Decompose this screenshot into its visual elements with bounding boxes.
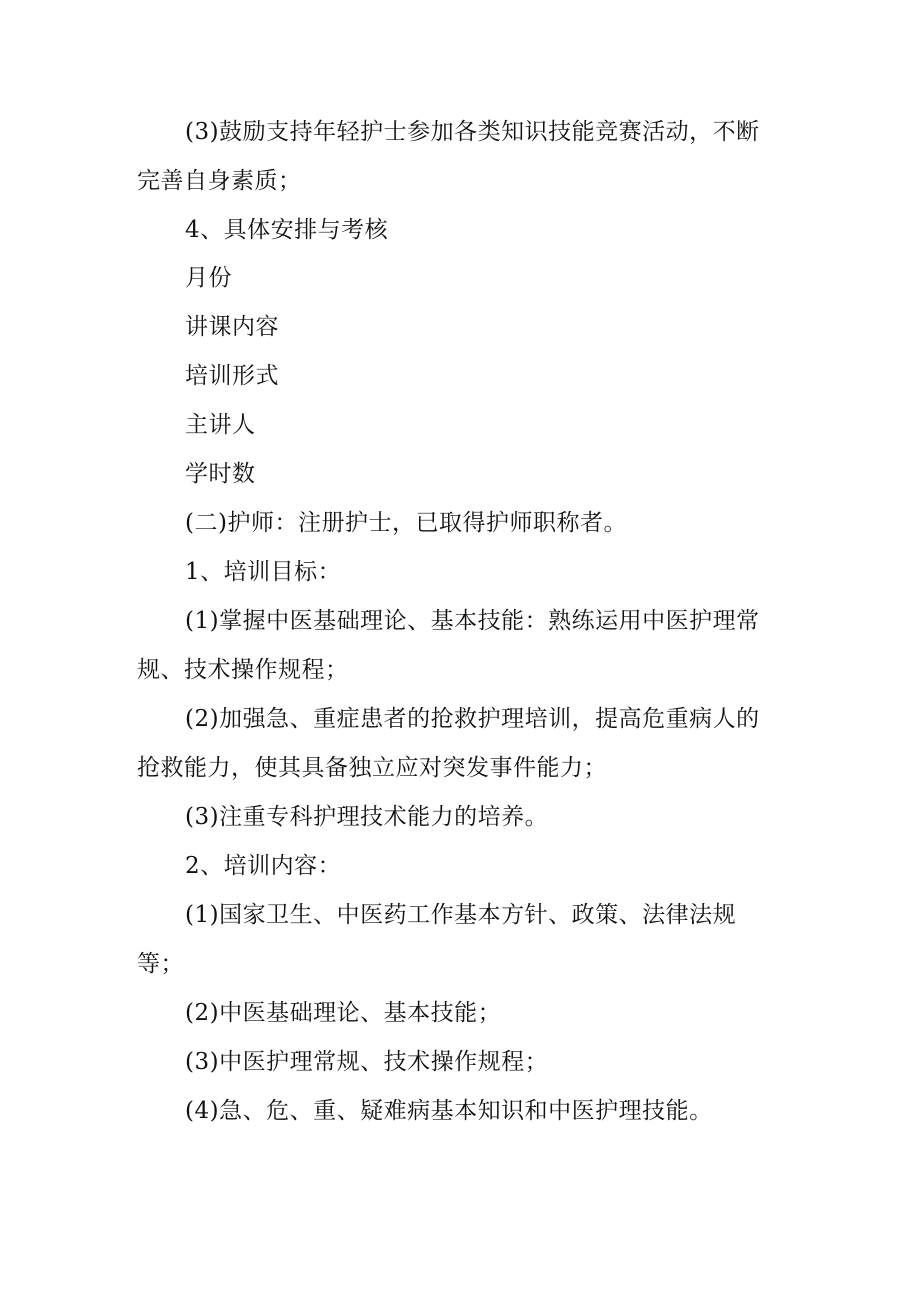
paragraph-line: (2)中医基础理论、基本技能；	[185, 1000, 502, 1026]
table-header-item: 学时数	[185, 461, 256, 487]
section-heading: (二)护师：注册护士，已取得护师职称者。	[185, 510, 627, 536]
table-header-item: 讲课内容	[185, 314, 279, 340]
paragraph-line: 规、技术操作规程；	[137, 657, 349, 683]
paragraph-line: (1)掌握中医基础理论、基本技能：熟练运用中医护理常	[185, 608, 760, 634]
paragraph-line: 等；	[137, 951, 184, 977]
section-heading: 2、培训内容：	[185, 853, 342, 879]
paragraph-line: 完善自身素质；	[137, 168, 302, 194]
section-heading: 4、具体安排与考核	[185, 217, 389, 243]
paragraph-line: 抢救能力，使其具备独立应对突发事件能力；	[137, 755, 607, 781]
table-header-item: 培训形式	[185, 363, 279, 389]
paragraph-line: (4)急、危、重、疑难病基本知识和中医护理技能。	[185, 1098, 713, 1124]
paragraph-line: (2)加强急、重症患者的抢救护理培训，提高危重病人的	[185, 706, 760, 732]
paragraph-line: (1)国家卫生、中医药工作基本方针、政策、法律法规	[185, 902, 737, 928]
paragraph-line: (3)注重专科护理技术能力的培养。	[185, 804, 549, 830]
paragraph-line: (3)鼓励支持年轻护士参加各类知识技能竞赛活动，不断	[185, 119, 760, 145]
paragraph-line: (3)中医护理常规、技术操作规程；	[185, 1049, 549, 1075]
section-heading: 1、培训目标：	[185, 559, 342, 585]
table-header-item: 主讲人	[185, 412, 256, 438]
table-header-item: 月份	[185, 265, 232, 291]
